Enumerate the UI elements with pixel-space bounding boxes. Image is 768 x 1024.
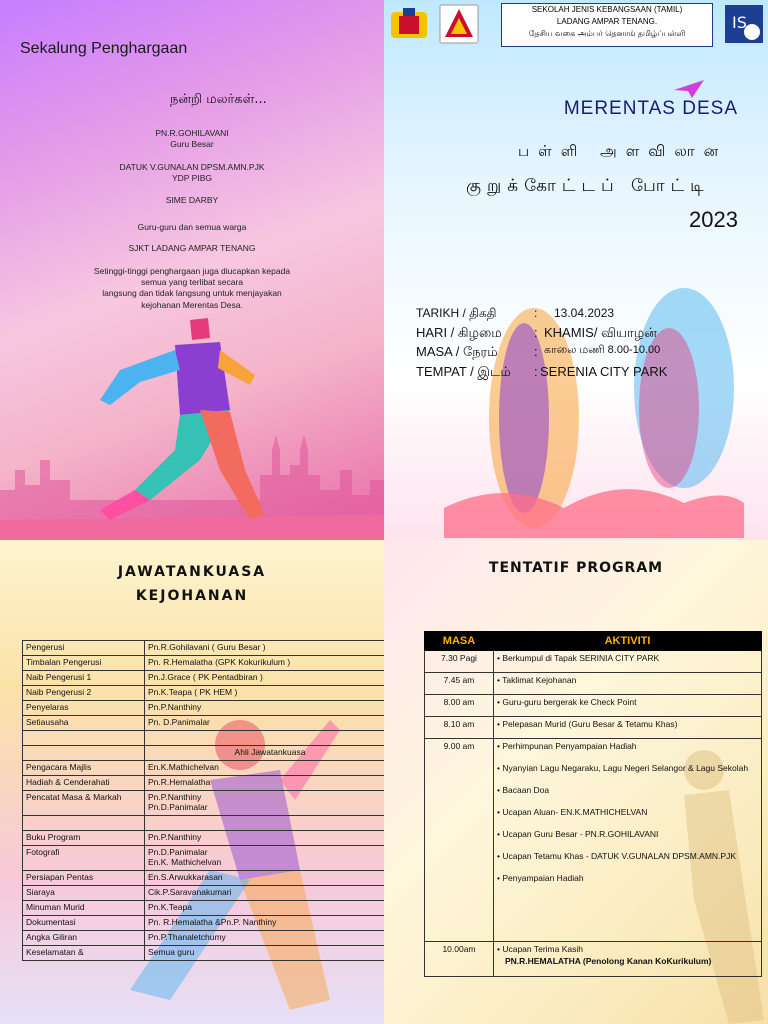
committee-member: Pn.P.Nanthiny Pn.D.Panimalar [145, 791, 385, 816]
table-row [23, 746, 385, 761]
committee-member: Pn.P.Nanthiny [145, 701, 385, 716]
program-activity [494, 695, 762, 717]
program-table [424, 631, 762, 977]
committee-role: Hadiah & Cenderahati [23, 776, 145, 791]
committee-title-line2: KEJOHANAN [135, 588, 249, 604]
event-tamil-subtitle: பள்ளி அளவிலான [518, 142, 728, 160]
table-row [23, 846, 385, 871]
committee-member: Pn.J.Grace ( PK Pentadbiran ) [145, 671, 385, 686]
table-row [23, 761, 385, 776]
committee-role: Pencatat Masa & Markah [23, 791, 145, 816]
committee-role [23, 816, 145, 831]
committee-role: Naib Pengerusi 2 [23, 686, 145, 701]
committee-table [22, 640, 384, 961]
ack-line: kejohanan Merentas Desa. [141, 300, 243, 310]
table-row [425, 695, 762, 717]
program-time: 10.00am [425, 942, 494, 977]
activity-item: • Ucapan Guru Besar - PN.R.GOHILAVANI [497, 829, 659, 839]
committee-member: Pn.D.Panimalar En.K. Mathichelvan [145, 846, 385, 871]
program-activity [494, 717, 762, 739]
committee-member: Pn. D.Panimalar [145, 716, 385, 731]
program-time: 8.00 am [425, 695, 494, 717]
program-time: 7.45 am [425, 673, 494, 695]
ack-line: SJKT LADANG AMPAR TENANG [128, 243, 256, 253]
table-row [425, 651, 762, 673]
committee-member: Pn. R.Hemalatha (GPK Kokurikulum ) [145, 656, 385, 671]
committee-role: Pengacara Majlis [23, 761, 145, 776]
committee-role [23, 746, 145, 761]
committee-role: Setiausaha [23, 716, 145, 731]
committee-member: Pn.K.Teapa ( PK HEM ) [145, 686, 385, 701]
committee-role: Timbalan Pengerusi [23, 656, 145, 671]
table-row [425, 673, 762, 695]
committee-member: Semua guru [145, 946, 385, 961]
table-row [23, 776, 385, 791]
school-name-malay: SEKOLAH JENIS KEBANGSAAN (TAMIL) [531, 5, 683, 14]
committee-role: Buku Program [23, 831, 145, 846]
event-title: MERENTAS DESA [563, 98, 738, 119]
committee-role: Minuman Murid [23, 901, 145, 916]
table-row [425, 717, 762, 739]
activity-item: • Ucapan Terima Kasih [497, 944, 583, 954]
committee-member [145, 816, 385, 831]
program-time: 9.00 am [425, 739, 494, 942]
activity-item: • Taklimat Kejohanan [497, 675, 577, 685]
committee-role: Dokumentasi [23, 916, 145, 931]
ack-line: DATUK V.GUNALAN DPSM.AMN.PJK [119, 162, 265, 172]
table-row [23, 916, 385, 931]
table-row [23, 946, 385, 961]
table-row [23, 901, 385, 916]
ack-line: PN.R.GOHILAVANI [155, 128, 229, 138]
activity-item: • Nyanyian Lagu Negaraku, Lagu Negeri Selangor & Lagu Sekolah [497, 763, 749, 773]
table-row [425, 942, 762, 977]
column-header-activity: AKTIVITI [494, 632, 762, 651]
activity-item: • Ucapan Tetamu Khas - DATUK V.GUNALAN DPSM.AMN.PJK [497, 851, 737, 861]
activity-item: • Pelepasan Murid (Guru Besar & Tetamu Khas) [497, 719, 678, 729]
table-row [23, 931, 385, 946]
committee-role: Pengerusi [23, 641, 145, 656]
program-time: 7.30 Pagi [425, 651, 494, 673]
program-panel [384, 540, 768, 1024]
acknowledgement-title: Sekalung Penghargaan [20, 40, 188, 57]
runner-illustration [80, 300, 280, 530]
ack-line: SIME DARBY [165, 195, 219, 205]
table-row [23, 731, 385, 746]
program-title: TENTATIF PROGRAM [488, 560, 664, 576]
committee-member [145, 731, 385, 746]
school-logo-icon [724, 4, 764, 44]
paper-plane-icon [674, 80, 704, 98]
committee-member: Pn.K.Teapa [145, 901, 385, 916]
event-year: 2023 [689, 207, 738, 232]
ack-line: Guru-guru dan semua warga [137, 222, 247, 232]
committee-member: En.K.Mathichelvan [145, 761, 385, 776]
school-name-tamil: தேசிய வகை அம்பர் தெனாங் தமிழ்ப்பள்ளி [528, 29, 686, 38]
school-name-box [501, 3, 713, 47]
committee-role: Fotografi [23, 846, 145, 871]
table-row [23, 871, 385, 886]
svg-text:IS: IS [732, 13, 747, 32]
table-row [23, 686, 385, 701]
table-row [23, 831, 385, 846]
committee-member: Pn.R.Hemalatha [145, 776, 385, 791]
table-row [23, 716, 385, 731]
committee-member: Pn.P.Thanaletchumy [145, 931, 385, 946]
activity-item: • Perhimpunan Penyampaian Hadiah [497, 741, 637, 751]
event-poster-panel: SEKOLAH JENIS KEBANGSAAN (TAMIL) LADANG AMPAR TENANG. தேசிய வகை அம்பர் தெனாங் தமிழ்ப்பள்ளி IS MERENTAS DESA பள்ளி அளவிலான குறுக்கோட்டப் போட்டி 2023 TARIKH / திகதி : 13.04.2023 HARI / கிழமை : KHAMIS/ வியாழன் MASA / நேரம் : காலை மணி 8.00-10.00 TEMPAT / இடம் : SERENIA CITY PARK [384, 0, 768, 540]
committee-role: Naib Pengerusi 1 [23, 671, 145, 686]
table-row [23, 656, 385, 671]
committee-role [23, 731, 145, 746]
school-name-place: LADANG AMPAR TENANG. [556, 17, 658, 26]
committee-role: Persiapan Pentas [23, 871, 145, 886]
activity-item: • Bacaan Doa [497, 785, 550, 795]
table-row [23, 641, 385, 656]
logo-bar [384, 0, 768, 48]
malaysia-crest-icon [389, 4, 429, 44]
committee-member: Pn.P.Nanthiny [145, 831, 385, 846]
activity-item: • Guru-guru bergerak ke Check Point [497, 697, 637, 707]
committee-role: Keselamatan & [23, 946, 145, 961]
committee-member: Pn.R.Gohilavani ( Guru Besar ) [145, 641, 385, 656]
ack-line: Guru Besar [170, 139, 214, 149]
committee-member: En.S.Arwukkarasan [145, 871, 385, 886]
table-row [23, 671, 385, 686]
committee-role: Siaraya [23, 886, 145, 901]
program-activity [494, 739, 762, 942]
table-row [23, 886, 385, 901]
activity-item: • Ucapan Aluan- EN.K.MATHICHELVAN [497, 807, 648, 817]
table-row [23, 791, 385, 816]
activity-item: PN.R.HEMALATHA (Penolong Kanan KoKurikulum) [505, 956, 712, 966]
activity-item: • Berkumpul di Tapak SERINIA CITY PARK [497, 653, 660, 663]
table-row [23, 701, 385, 716]
committee-title-line1: JAWATANKUASA [117, 564, 267, 580]
activity-item: • Penyampaian Hadiah [497, 873, 584, 883]
committee-panel [0, 540, 384, 1024]
program-activity [494, 651, 762, 673]
committee-role: Penyelaras [23, 701, 145, 716]
committee-member: Pn. R.Hemalatha &Pn.P. Nanthiny [145, 916, 385, 931]
table-row [23, 816, 385, 831]
event-tamil-title: குறுக்கோட்டப் போட்டி [466, 176, 710, 196]
committee-member: Cik.P.Saravanakumari [145, 886, 385, 901]
program-time: 8.10 am [425, 717, 494, 739]
table-row [425, 739, 762, 942]
ack-line: langsung dan tidak langsung untuk menjayakan [102, 288, 282, 298]
ack-line: Setinggi-tinggi penghargaan juga diucapkan kepada [93, 266, 291, 276]
state-emblem-icon [439, 4, 479, 44]
ack-line: semua yang terlibat secara [140, 277, 244, 287]
ack-line: YDP PIBG [172, 173, 212, 183]
acknowledgement-tamil-title: நன்றி மலர்கள்... [170, 92, 267, 107]
column-header-time: MASA [425, 632, 494, 651]
program-activity [494, 942, 762, 977]
acknowledgement-panel [0, 0, 384, 540]
committee-member: Ahli Jawatankuasa [145, 746, 385, 761]
committee-role: Angka Giliran [23, 931, 145, 946]
program-activity [494, 673, 762, 695]
